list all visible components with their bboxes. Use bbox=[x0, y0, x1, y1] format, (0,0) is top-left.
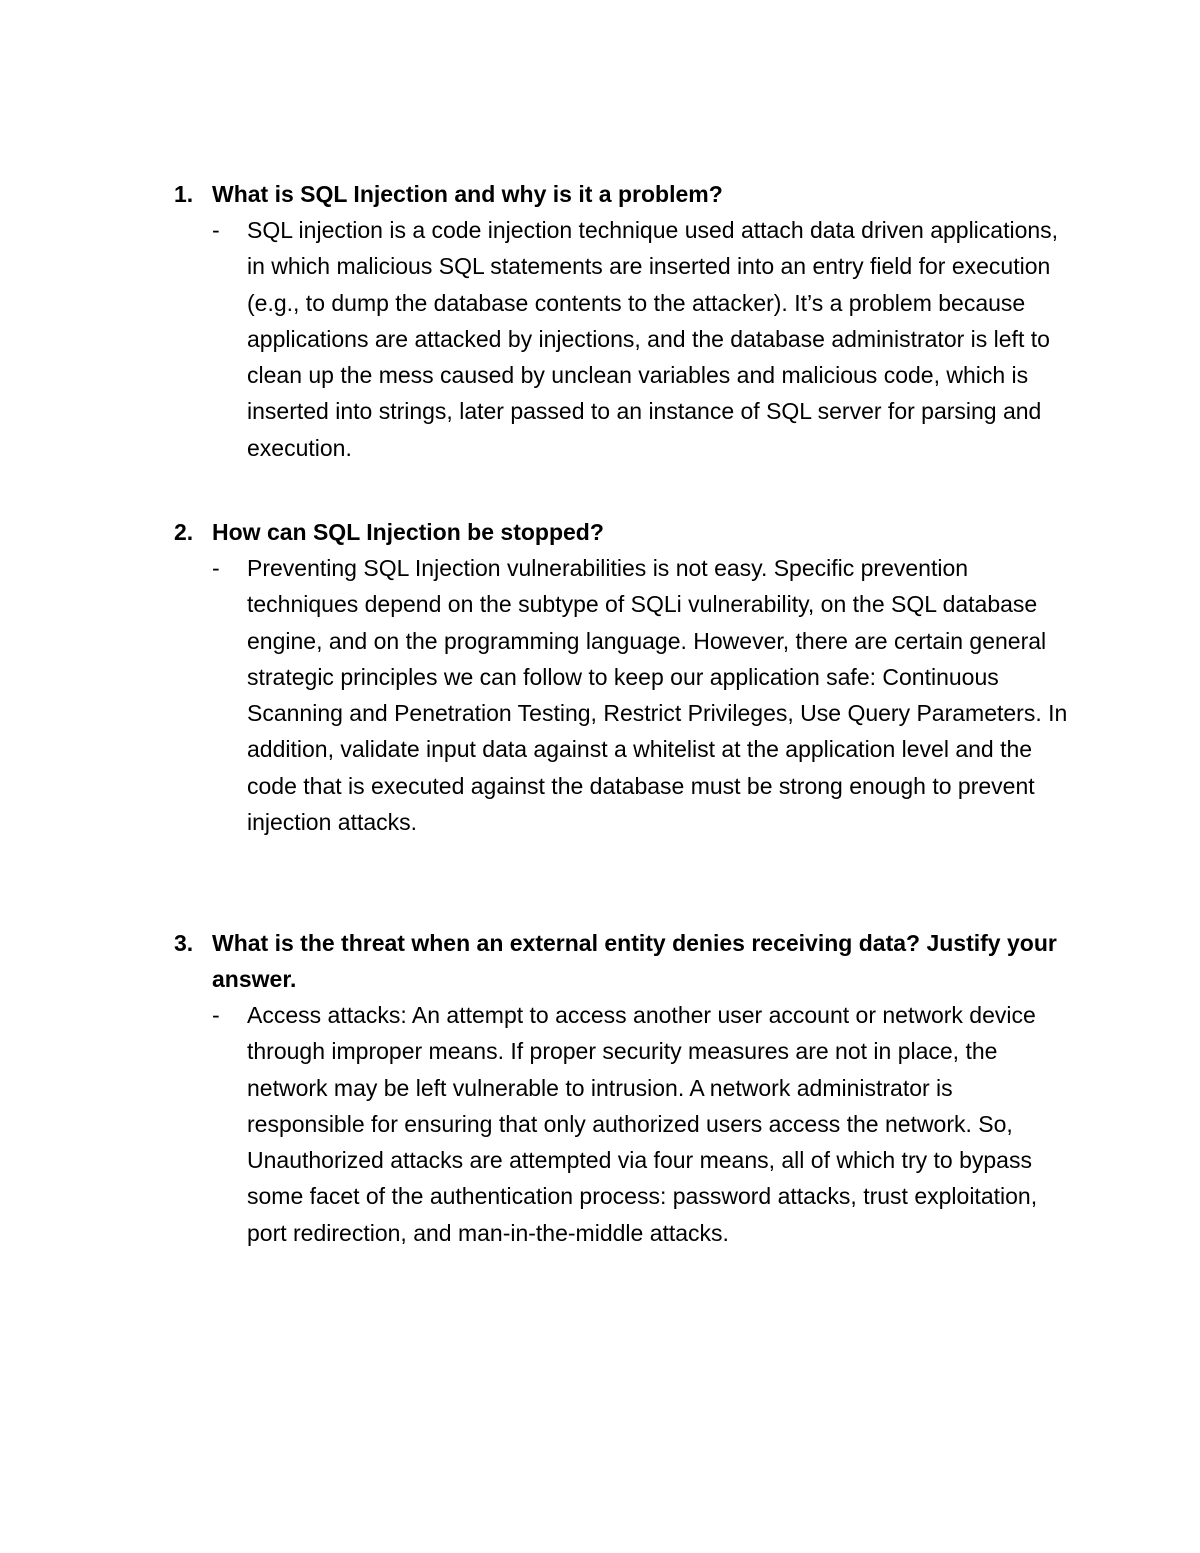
question-number: 2. bbox=[174, 519, 194, 545]
question-block-2 bbox=[174, 514, 1074, 840]
answer-text: Access attacks: An attempt to access another user account or network device through improper means. If proper security measures are not in place, the network may be left vulnerable to intrusion. A network administrator is responsible for ensuring that only authorized users access the network. So, Unauthorized attacks are attempted via four means, all of which try to bypass some facet of the authentication process: password attacks, trust exploitation, port redirection, and man-in-the-middle attacks. bbox=[247, 1002, 1038, 1246]
dash-bullet: - bbox=[212, 1002, 220, 1028]
answer-item bbox=[174, 997, 1074, 1251]
question-text: What is the threat when an external entity denies receiving data? Justify your answer. bbox=[212, 930, 1057, 992]
question-block-3 bbox=[174, 925, 1074, 1251]
question-text: How can SQL Injection be stopped? bbox=[212, 519, 604, 545]
dash-bullet: - bbox=[212, 555, 220, 581]
question-heading bbox=[174, 514, 1074, 550]
answer-text: SQL injection is a code injection technique used attach data driven applications, in which malicious SQL statements are inserted into an entry field for execution (e.g., to dump the database contents to the attacker). It’s a problem because applications are attacked by injections, and the database administrator is left to clean up the mess caused by unclean variables and malicious code, which is inserted into strings, later passed to an instance of SQL server for parsing and execution. bbox=[247, 217, 1059, 461]
question-heading bbox=[174, 925, 1074, 997]
question-block-1 bbox=[174, 176, 1074, 466]
question-heading bbox=[174, 176, 1074, 212]
answer-item bbox=[174, 550, 1074, 840]
answer-item bbox=[174, 212, 1074, 466]
question-text: What is SQL Injection and why is it a problem? bbox=[212, 181, 723, 207]
question-number: 3. bbox=[174, 930, 194, 956]
question-number: 1. bbox=[174, 181, 194, 207]
dash-bullet: - bbox=[212, 217, 220, 243]
answer-text: Preventing SQL Injection vulnerabilities is not easy. Specific prevention techniques depend on the subtype of SQLi vulnerability, on the SQL database engine, and on the programming language. However, there are certain general strategic principles we can follow to keep our application safe: Continuous Scanning and Penetration Testing, Restrict Privileges, Use Query Parameters. In addition, validate input data against a whitelist at the application level and the code that is executed against the database must be strong enough to prevent injection attacks. bbox=[247, 555, 1068, 836]
